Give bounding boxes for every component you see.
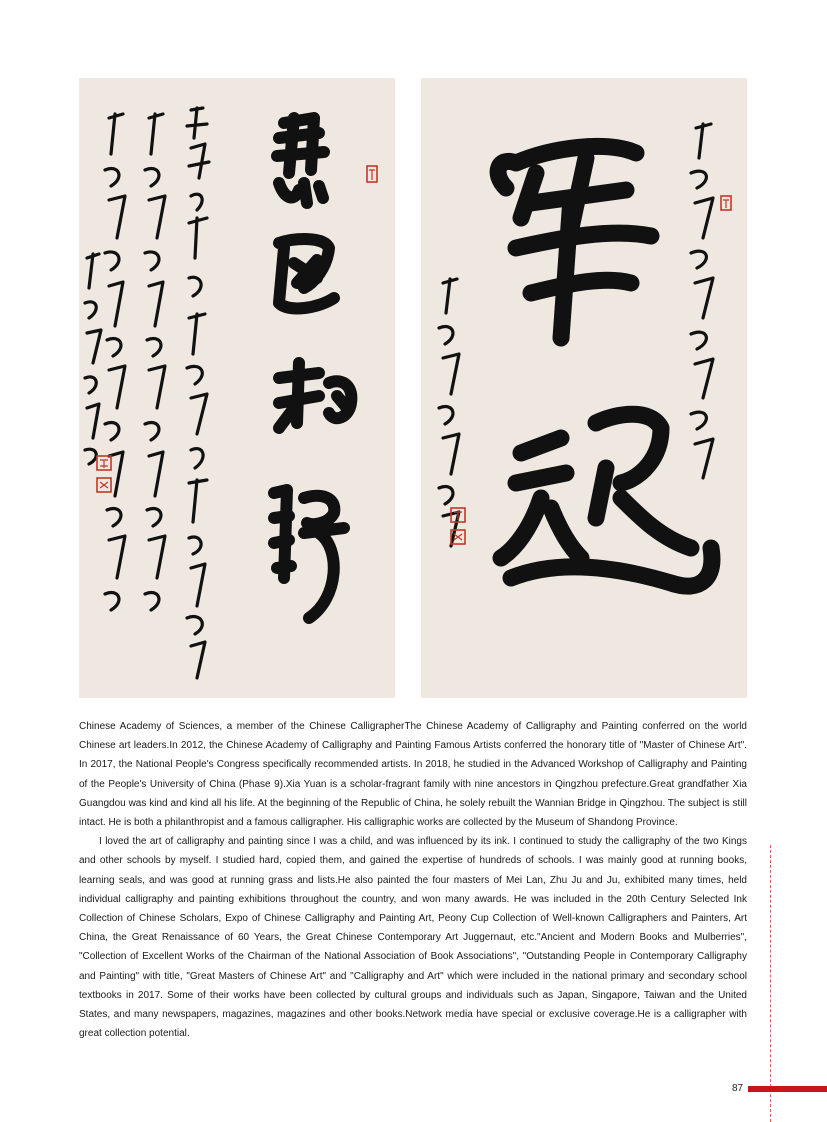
main-characters-left	[274, 118, 351, 618]
page-number: 87	[732, 1083, 744, 1094]
calligraphy-artwork-right	[421, 78, 747, 698]
inscription-right	[691, 124, 713, 478]
article-body	[79, 717, 747, 1043]
calligraphy-artwork-left	[79, 78, 395, 698]
dashed-divider	[770, 845, 771, 1122]
seal-stamps-right	[451, 196, 731, 544]
paragraph-biography: Chinese Academy of Sciences, a member of the Chinese CalligrapherThe Chinese Academy of Calligraphy and Painting conferred on the world Chinese art leaders.In 2012, the Chinese Academy of Calligraphy and Painting Famous Artists conferred the honorary title of "Master of Chinese Art". In 2017, the National People's Congress specifically recommended artists. In 2018, he studied in the Advanced Workshop of Calligraphy and Painting of the People's University of China (Phase 9).Xia Yuan is a scholar-fragrant family with nine ancestors in Qingzhou prefecture.Great grandfather Xia Guangdou was kind and kind all his life. At the beginning of the Republic of China, he solely rebuilt the Wannian Bridge in Qingzhou. The subject is still intact. He is both a philanthropist and a famous calligrapher. His calligraphic works are collected by the Museum of Shandong Province.	[79, 721, 747, 829]
page-accent-bar	[748, 1086, 827, 1092]
main-characters-right	[498, 146, 712, 586]
calligraphy-right-drawing	[421, 78, 747, 698]
inscription-left	[85, 108, 209, 678]
paragraph-artistic-career: I loved the art of calligraphy and painting since I was a child, and was influenced by its ink. I continued to study the calligraphy of the two Kings and other schools by myself. I studied hard, copied them, and gained the expertise of hundreds of schools. I was mainly good at running books, learning seals, and was good at running grass and lists.He also painted the four masters of Mei Lan, Zhu Ju and Ju, exhibited many times, held individual calligraphy and painting exhibitions throughout the country, and won many awards. He was included in the 20th Century Selected Ink Collection of Chinese Scholars, Expo of Chinese Calligraphy and Painting Art, Peony Cup Collection of Well-known Calligraphers and Painters, Art China, the Great Renaissance of 60 Years, the Great Chinese Contemporary Art Juggernaut, etc."Ancient and Modern Books and Mulberries", "Collection of Excellent Works of the Chairman of the National Association of Book Associations", "Outstanding People in Contemporary Calligraphy and Painting" with title, "Great Masters of Chinese Art" and "Calligraphy and Art" which were included in the national primary and secondary school textbooks in 2017. Some of their works have been collected by cultural groups and individuals such as Japan, Singapore, Taiwan and the United States, and many newspapers, magazines, magazines and other books.Network media have special or exclusive coverage.He is a calligrapher with great collection potential.	[79, 836, 747, 1040]
seal-stamps-left	[97, 166, 377, 492]
calligraphy-left-drawing	[79, 78, 395, 698]
signature-right	[439, 279, 459, 546]
